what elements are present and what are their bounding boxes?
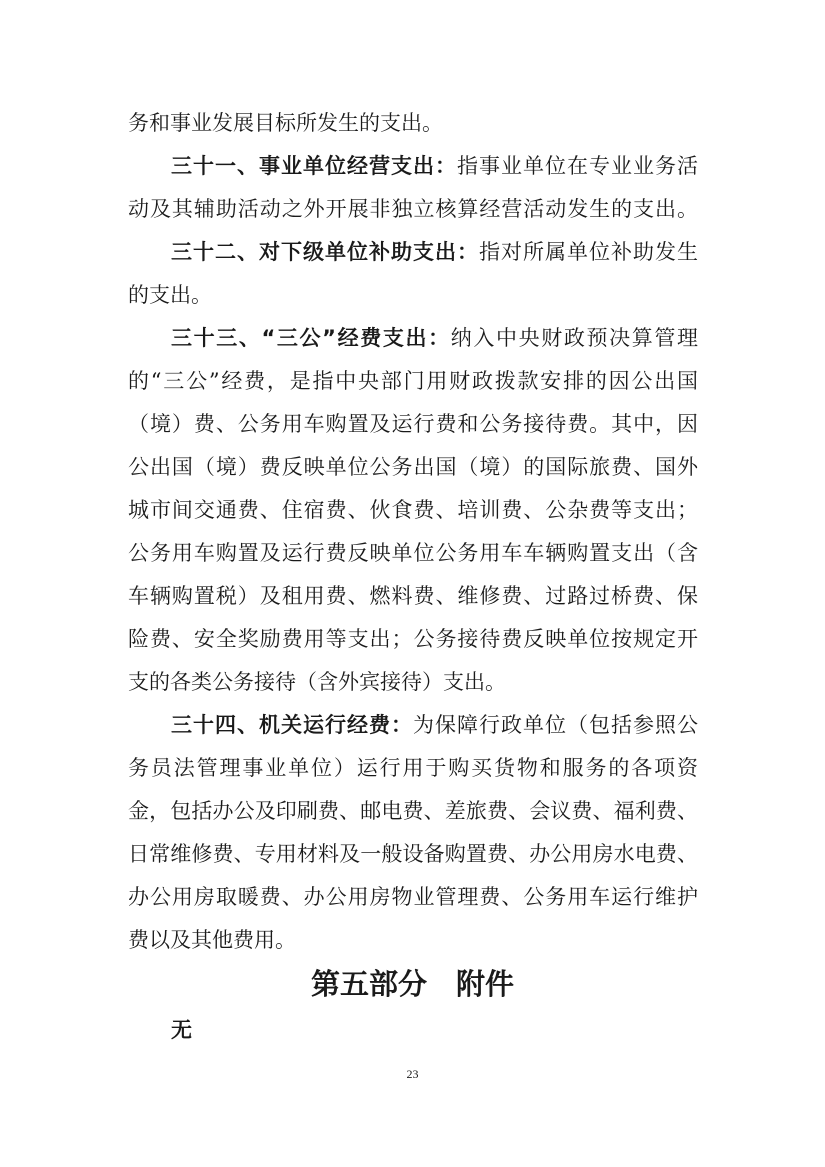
paragraph-line — [128, 758, 698, 779]
definition-term: 三十二、对下级单位补助支出： — [171, 240, 479, 264]
line-text: 支的各类公务接待（含外宾接待）支出。 — [128, 670, 506, 694]
line-text: 为保障行政单位（包括参照公 — [413, 713, 698, 737]
line-text: 务员法管理事业单位）运行用于购买货物和服务的各项资 — [128, 756, 698, 780]
paragraph-line — [128, 500, 698, 521]
definition-term: 三十四、机关运行经费： — [171, 713, 413, 737]
line-text: 指事业单位在专业业务活 — [457, 154, 698, 178]
line-text: 的支出。 — [128, 283, 212, 307]
definition-term: 三十一、事业单位经营支出： — [171, 154, 457, 178]
line-text: 的“三公”经费，是指中央部门用财政拨款安排的因公出国 — [128, 369, 698, 393]
line-text: （境）费、公务用车购置及运行费和公务接待费。其中，因 — [128, 412, 698, 436]
paragraph-line — [128, 930, 296, 951]
paragraph-line — [128, 457, 698, 478]
paragraph-line — [128, 543, 698, 564]
definition-line — [171, 242, 698, 263]
line-text: 指对所属单位补助发生 — [479, 240, 698, 264]
definition-line — [171, 715, 698, 736]
definition-line — [171, 328, 698, 349]
paragraph-line — [128, 887, 698, 908]
line-text: 务和事业发展目标所发生的支出。 — [128, 111, 443, 135]
paragraph-line — [128, 199, 698, 220]
paragraph-line — [128, 629, 698, 650]
line-text: 车辆购置税）及租用费、燃料费、维修费、过路过桥费、保 — [128, 584, 698, 608]
line-text: 公务用车购置及运行费反映单位公务用车车辆购置支出（含 — [128, 541, 698, 565]
line-text: 纳入中央财政预决算管理 — [450, 326, 699, 350]
line-text: 公出国（境）费反映单位公务出国（境）的国际旅费、国外 — [128, 455, 698, 479]
paragraph-line — [128, 113, 443, 134]
line-text: 金，包括办公及印刷费、邮电费、差旅费、会议费、福利费、 — [128, 799, 698, 823]
paragraph-line — [128, 672, 506, 693]
paragraph-line — [128, 586, 698, 607]
attachment-text: 无 — [171, 1018, 192, 1042]
definition-line — [171, 156, 698, 177]
paragraph-line — [128, 844, 698, 865]
section-title: 第五部分 附件 — [310, 967, 514, 1001]
line-text: 日常维修费、专用材料及一般设备购置费、办公用房水电费、 — [128, 842, 698, 866]
line-text: 费以及其他费用。 — [128, 928, 296, 952]
paragraph-line — [128, 371, 698, 392]
line-text: 险费、安全奖励费用等支出；公务接待费反映单位按规定开 — [128, 627, 698, 651]
line-text: 办公用房取暖费、办公用房物业管理费、公务用车运行维护 — [128, 885, 698, 909]
line-text: 城市间交通费、住宿费、伙食费、培训费、公杂费等支出； — [128, 498, 698, 522]
paragraph-line — [128, 414, 698, 435]
page-number: 23 — [406, 1067, 419, 1081]
paragraph-line — [128, 801, 698, 822]
definition-term: 三十三、“三公”经费支出： — [171, 326, 451, 350]
line-text: 动及其辅助活动之外开展非独立核算经营活动发生的支出。 — [128, 197, 698, 221]
paragraph-line — [128, 285, 212, 306]
